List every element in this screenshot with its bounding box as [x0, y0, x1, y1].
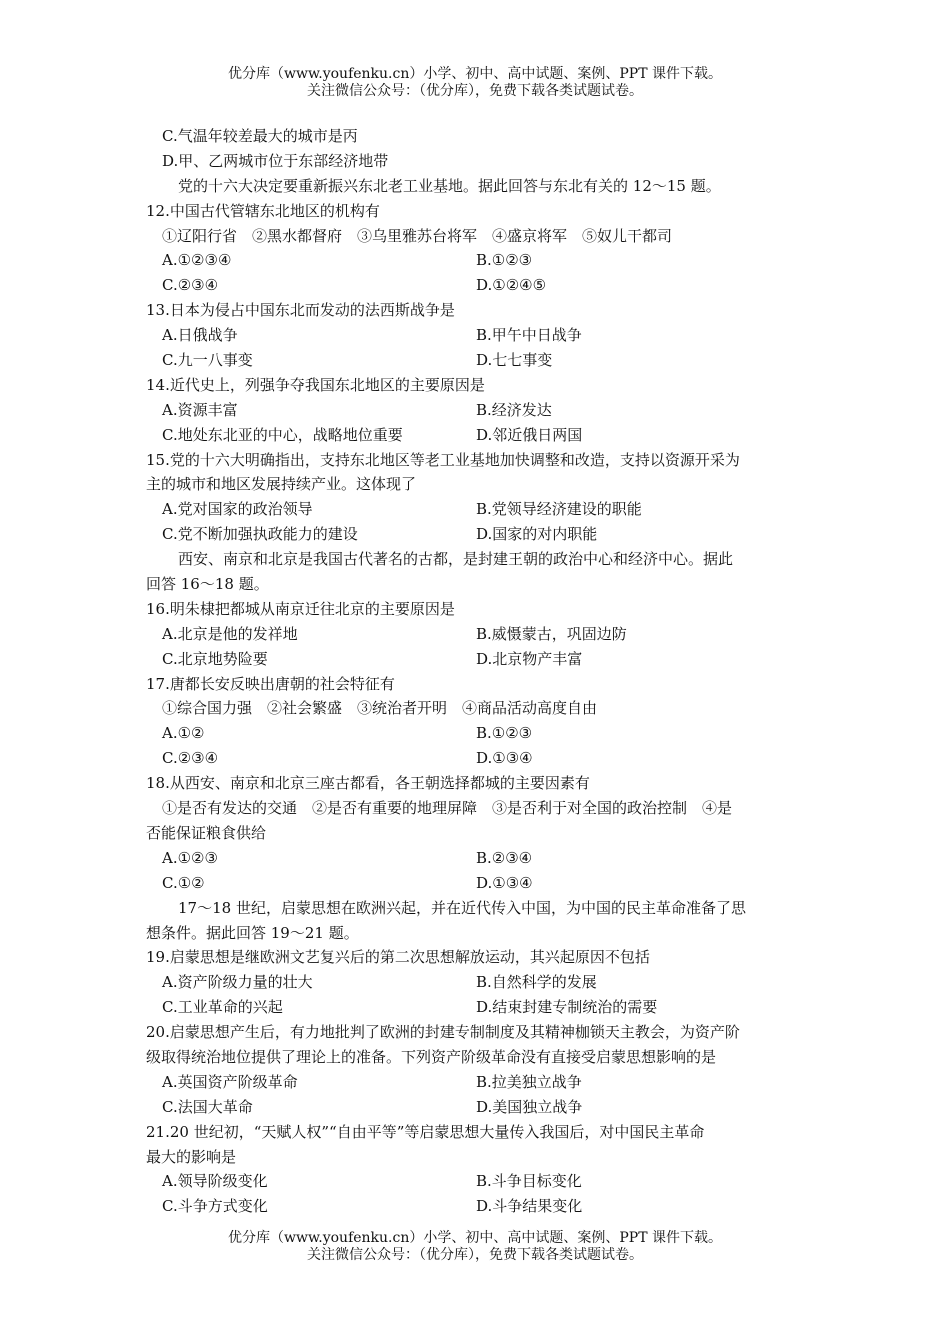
header-line-2: 关注微信公众号：（优分库），免费下载各类试题试卷。: [307, 83, 643, 99]
q13-stem: 13.日本为侵占中国东北而发动的法西斯战争是: [146, 301, 455, 320]
q15-option-b: B.党领导经济建设的职能: [476, 500, 642, 519]
q17-option-c: C.②③④: [162, 749, 219, 768]
q13-option-b: B.甲午中日战争: [476, 326, 582, 345]
q16-option-c: C.北京地势险要: [162, 649, 268, 668]
q19-option-b: B.自然科学的发展: [476, 973, 597, 992]
q16-row-cd: [146, 647, 814, 672]
q12-option-c: C.②③④: [162, 276, 219, 295]
q18-row-ab: [146, 846, 814, 871]
q16-option-b: B.威慑蒙古，巩固边防: [476, 624, 627, 643]
q20-option-d: D.美国独立战争: [476, 1097, 583, 1116]
q15-stem-1: 15.党的十六大明确指出，支持东北地区等老工业基地加快调整和改造，支持以资源开采为: [146, 450, 740, 469]
q20-row-cd: [146, 1095, 814, 1120]
page-footer: [0, 1230, 950, 1264]
q19-row-ab: [146, 970, 814, 995]
intro-12-15: 党的十六大决定要重新振兴东北老工业基地。据此回答与东北有关的 12～15 题。: [178, 176, 721, 195]
q12-stem: 12.中国古代管辖东北地区的机构有: [146, 201, 380, 220]
q17-row-cd: [146, 746, 814, 771]
q18-row-cd: [146, 871, 814, 896]
q17-items: ①综合国力强 ②社会繁盛 ③统治者开明 ④商品活动高度自由: [162, 699, 598, 718]
q15-option-d: D.国家的对内职能: [476, 525, 598, 544]
q13-row-ab: [146, 323, 814, 348]
q16-option-a: A.北京是他的发祥地: [162, 624, 298, 643]
q13-option-a: A.日俄战争: [162, 326, 238, 345]
q19-stem: 19.启蒙思想是继欧洲文艺复兴后的第二次思想解放运动，其兴起原因不包括: [146, 948, 650, 967]
intro-16-18-line-2: 回答 16～18 题。: [146, 575, 269, 594]
q14-option-c: C.地处东北亚的中心，战略地位重要: [162, 425, 403, 444]
intro-19-21-line-1: 17～18 世纪，启蒙思想在欧洲兴起，并在近代传入中国，为中国的民主革命准备了思: [178, 898, 746, 917]
q18-option-d: D.①③④: [476, 873, 533, 892]
q19-option-a: A.资产阶级力量的壮大: [162, 973, 313, 992]
q20-option-b: B.拉美独立战争: [476, 1072, 582, 1091]
q13-option-d: D.七七事变: [476, 351, 553, 370]
intro-19-21-line-2: 想条件。据此回答 19～21 题。: [146, 923, 359, 942]
q15-option-a: A.党对国家的政治领导: [162, 500, 313, 519]
q21-row-cd: [146, 1194, 814, 1219]
footer-line-1: 优分库（www.youfenku.cn）小学、初中、高中试题、案例、PPT 课件下载。: [227, 1230, 722, 1246]
q18-option-b: B.②③④: [476, 848, 533, 867]
q20-option-a: A.英国资产阶级革命: [162, 1072, 298, 1091]
q16-option-d: D.北京物产丰富: [476, 649, 583, 668]
q21-option-d: D.斗争结果变化: [476, 1197, 583, 1216]
option-d-prev: D.甲、乙两城市位于东部经济地带: [162, 151, 389, 170]
q15-row-cd: [146, 522, 814, 547]
q15-option-c: C.党不断加强执政能力的建设: [162, 525, 358, 544]
q18-option-a: A.①②③: [162, 848, 218, 867]
intro-16-18-line-1: 西安、南京和北京是我国古代著名的古都，是封建王朝的政治中心和经济中心。据此: [178, 550, 734, 569]
q14-row-ab: [146, 398, 814, 423]
q14-option-b: B.经济发达: [476, 400, 552, 419]
header-line-1: 优分库（www.youfenku.cn）小学、初中、高中试题、案例、PPT 课件下载。: [227, 66, 722, 82]
q21-stem-2: 最大的影响是: [146, 1147, 237, 1166]
page-header: [0, 66, 950, 100]
q14-stem: 14.近代史上，列强争夺我国东北地区的主要原因是: [146, 375, 485, 394]
q18-items-1: ①是否有发达的交通 ②是否有重要的地理屏障 ③是否利于对全国的政治控制 ④是: [162, 799, 733, 818]
q12-row-ab: [146, 248, 814, 273]
q16-stem: 16.明朱棣把都城从南京迁往北京的主要原因是: [146, 599, 455, 618]
option-c-prev: C.气温年较差最大的城市是丙: [162, 127, 358, 145]
q18-stem: 18.从西安、南京和北京三座古都看，各王朝选择都城的主要因素有: [146, 774, 590, 793]
q12-items: ①辽阳行省 ②黑水都督府 ③乌里雅苏台将军 ④盛京将军 ⑤奴儿干都司: [162, 226, 673, 245]
footer-line-2: 关注微信公众号：（优分库），免费下载各类试题试卷。: [307, 1247, 643, 1263]
q12-option-d: D.①②④⑤: [476, 276, 547, 295]
q19-option-c: C.工业革命的兴起: [162, 998, 283, 1017]
q20-option-c: C.法国大革命: [162, 1097, 253, 1116]
q19-row-cd: [146, 995, 814, 1020]
q21-row-ab: [146, 1169, 814, 1194]
q19-option-d: D.结束封建专制统治的需要: [476, 998, 658, 1017]
q20-stem-2: 级取得统治地位提供了理论上的准备。下列资产阶级革命没有直接受启蒙思想影响的是: [146, 1047, 717, 1066]
q17-option-a: A.①②: [162, 724, 205, 743]
q15-row-ab: [146, 497, 814, 522]
q17-stem: 17.唐都长安反映出唐朝的社会特征有: [146, 674, 395, 693]
q18-items-2: 否能保证粮食供给: [146, 823, 267, 842]
q13-row-cd: [146, 348, 814, 373]
q17-row-ab: [146, 721, 814, 746]
q21-stem-1: 21.20 世纪初，“天赋人权”“自由平等”等启蒙思想大量传入我国后，对中国民主革命: [146, 1122, 705, 1141]
q17-option-d: D.①③④: [476, 749, 533, 768]
q14-row-cd: [146, 423, 814, 448]
q20-row-ab: [146, 1070, 814, 1095]
q21-option-a: A.领导阶级变化: [162, 1172, 268, 1191]
q12-option-b: B.①②③: [476, 251, 533, 270]
q21-option-c: C.斗争方式变化: [162, 1197, 268, 1216]
q21-option-b: B.斗争目标变化: [476, 1172, 582, 1191]
q13-option-c: C.九一八事变: [162, 351, 253, 370]
q12-option-a: A.①②③④: [162, 251, 232, 270]
q14-option-a: A.资源丰富: [162, 400, 238, 419]
q12-row-cd: [146, 273, 814, 298]
q17-option-b: B.①②③: [476, 724, 533, 743]
q20-stem-1: 20.启蒙思想产生后，有力地批判了欧洲的封建专制制度及其精神枷锁天主教会，为资产阶: [146, 1023, 740, 1042]
exam-content: [146, 124, 814, 1219]
q18-option-c: C.①②: [162, 873, 205, 892]
q14-option-d: D.邻近俄日两国: [476, 425, 583, 444]
q16-row-ab: [146, 622, 814, 647]
q15-stem-2: 主的城市和地区发展持续产业。这体现了: [146, 475, 417, 494]
